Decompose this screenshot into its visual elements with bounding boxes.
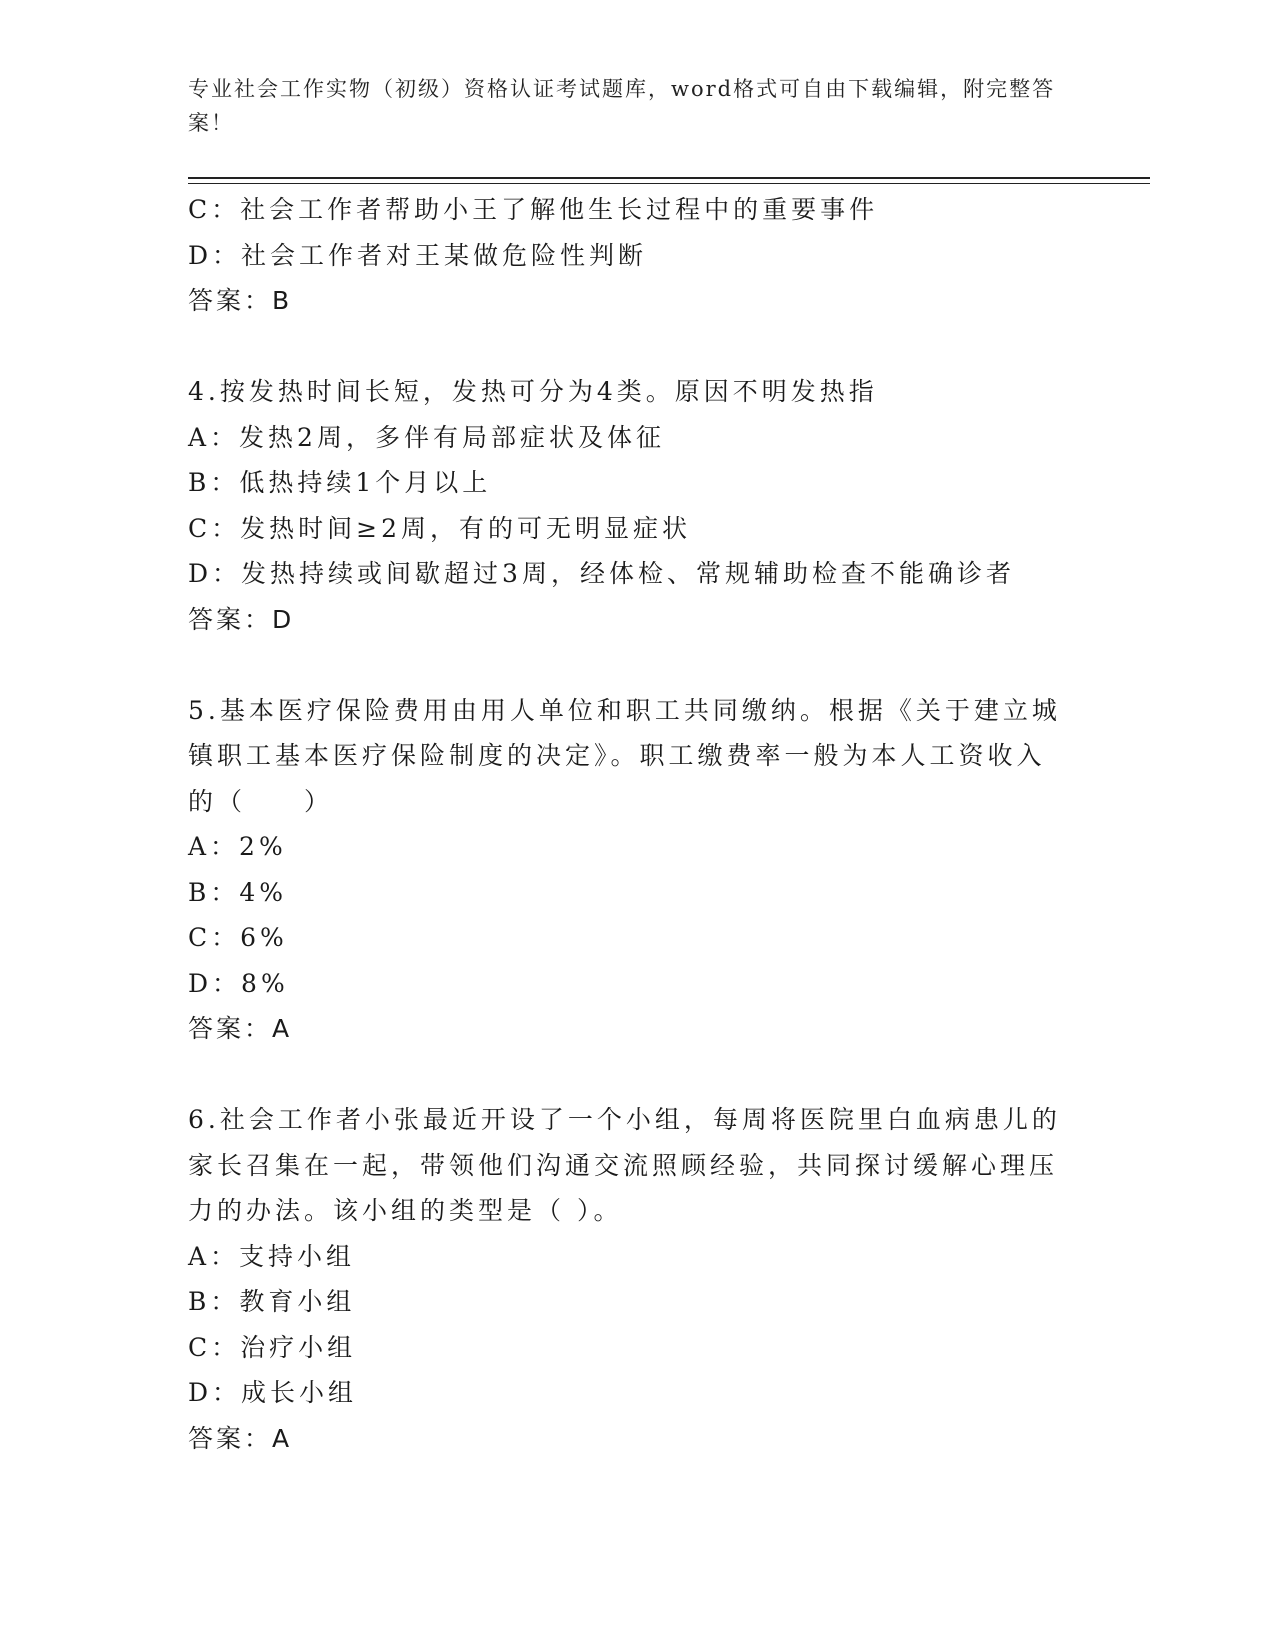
option-d: D：发热持续或间歇超过3周，经体检、常规辅助检查不能确诊者 [188, 559, 1015, 588]
option-c: C：治疗小组 [188, 1332, 357, 1362]
option-b: B：教育小组 [188, 1287, 356, 1316]
answer-line: 答案：A [188, 1423, 293, 1453]
option-c: C：6% [188, 923, 288, 952]
document-header: 专业社会工作实物（初级）资格认证考试题库，word格式可自由下载编辑，附完整答案！ [188, 77, 1056, 135]
question-3-partial [188, 187, 1068, 324]
question-4 [188, 369, 1068, 642]
header-divider-thin [188, 183, 1150, 184]
option-d: D：8% [188, 968, 289, 998]
question-stem-line: 家长召集在一起，带领他们沟通交流照顾经验，共同探讨缓解心理压 [188, 1150, 1059, 1180]
option-b: B：低热持续1个月以上 [188, 468, 492, 497]
answer-line: 答案：A [188, 1014, 293, 1043]
question-stem-line: 力的办法。该小组的类型是（ ）。 [188, 1196, 623, 1225]
answer-line: 答案：D [188, 604, 295, 634]
question-stem-line: 5.基本医疗保险费用由用人单位和职工共同缴纳。根据《关于建立城 [188, 695, 1061, 725]
question-stem-line: 6.社会工作者小张最近开设了一个小组，每周将医院里白血病患儿的 [188, 1105, 1061, 1134]
option-a: A：发热2周，多伴有局部症状及体征 [188, 422, 665, 452]
question-content [188, 187, 1068, 1461]
option-a: A：支持小组 [188, 1241, 356, 1271]
option-c: C：社会工作者帮助小王了解他生长过程中的重要事件 [188, 195, 879, 224]
option-b: B：4% [188, 877, 288, 907]
header-divider-thick [188, 177, 1150, 179]
option-a: A：2% [188, 832, 287, 861]
option-d: D：成长小组 [188, 1378, 358, 1407]
answer-line: 答案：B [188, 286, 293, 315]
question-stem: 4.按发热时间长短，发热可分为4类。原因不明发热指 [188, 377, 878, 406]
question-6 [188, 1097, 1068, 1461]
question-5 [188, 688, 1068, 1052]
option-d: D：社会工作者对王某做危险性判断 [188, 240, 648, 270]
question-stem-line: 镇职工基本医疗保险制度的决定》。职工缴费率一般为本人工资收入 [188, 741, 1046, 770]
question-stem-line: 的（ ） [188, 786, 334, 816]
option-c: C：发热时间≥2周，有的可无明显症状 [188, 513, 691, 543]
